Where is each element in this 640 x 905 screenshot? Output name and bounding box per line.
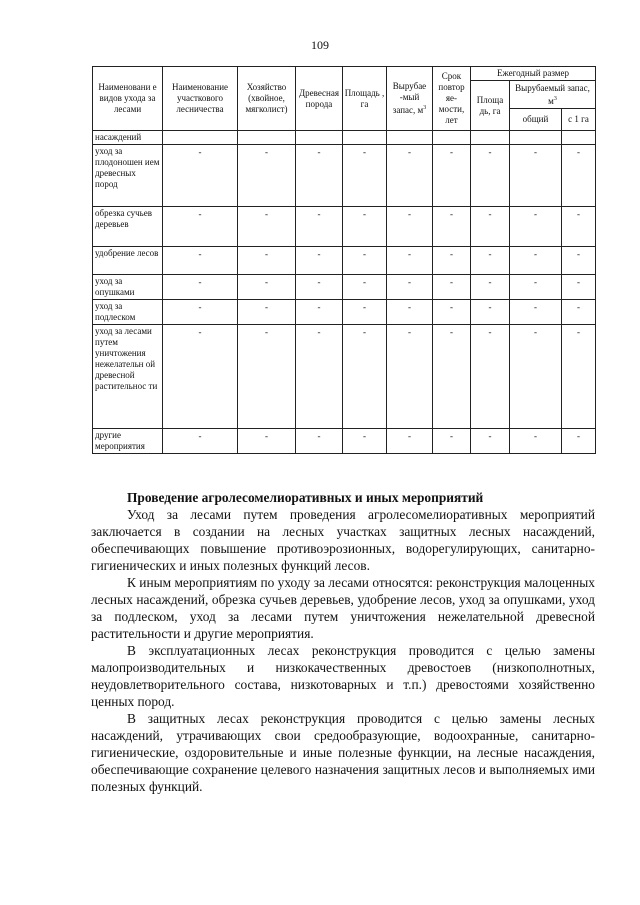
- row-label: уход за подлеском: [93, 300, 163, 325]
- table-cell: -: [433, 300, 471, 325]
- table-cell: -: [238, 300, 296, 325]
- header-annual: Ежегодный размер: [471, 67, 596, 81]
- table-cell: [238, 131, 296, 145]
- table-cell: -: [433, 429, 471, 454]
- row-label: уход за лесами путем уничтожения нежелательн ой древесной растительнос ти: [93, 325, 163, 429]
- table-cell: -: [343, 275, 387, 300]
- row-label: уход за опушками: [93, 275, 163, 300]
- table-row: [93, 207, 596, 247]
- table-cell: -: [296, 207, 343, 247]
- table-cell: -: [343, 300, 387, 325]
- table-cell: -: [387, 325, 433, 429]
- table-cell: -: [163, 275, 238, 300]
- table-cell: [433, 131, 471, 145]
- table-cell: -: [296, 275, 343, 300]
- table-cell: -: [471, 429, 510, 454]
- table-cell: -: [343, 207, 387, 247]
- table-cell: -: [343, 247, 387, 275]
- section-title: Проведение агролесомелиоративных и иных мероприятий: [127, 490, 484, 505]
- table-cell: -: [238, 207, 296, 247]
- table-cell: -: [562, 207, 596, 247]
- header-period: Срок повтор яе-мости, лет: [433, 67, 471, 131]
- table-cell: -: [296, 429, 343, 454]
- table-cell: -: [163, 325, 238, 429]
- table-cell: -: [562, 145, 596, 207]
- table-cell: [471, 131, 510, 145]
- table-row: [93, 325, 596, 429]
- table-cell: -: [343, 145, 387, 207]
- table-cell: -: [387, 300, 433, 325]
- table-cell: [343, 131, 387, 145]
- header-per-ha: с 1 га: [562, 109, 596, 131]
- table-row: [93, 247, 596, 275]
- table-cell: -: [163, 207, 238, 247]
- table-cell: -: [387, 429, 433, 454]
- table-cell: -: [510, 325, 562, 429]
- table-cell: -: [387, 275, 433, 300]
- header-species: Древесная порода: [296, 67, 343, 131]
- table-cell: -: [163, 247, 238, 275]
- table-cell: [296, 131, 343, 145]
- first-row-label: насаждений: [93, 131, 163, 145]
- text-section: [91, 489, 595, 795]
- table-cell: -: [471, 145, 510, 207]
- table-cell: -: [433, 247, 471, 275]
- table-cell: -: [562, 247, 596, 275]
- table-row: [93, 145, 596, 207]
- table-cell: -: [562, 300, 596, 325]
- table-cell: -: [296, 300, 343, 325]
- header-economy: Хозяйство (хвойное, мягколист): [238, 67, 296, 131]
- table-cell: -: [510, 429, 562, 454]
- table-cell: -: [238, 275, 296, 300]
- table-row: [93, 300, 596, 325]
- table-cell: -: [433, 145, 471, 207]
- table-cell: -: [562, 429, 596, 454]
- forest-care-table: [92, 66, 596, 454]
- header-annual-stock: [510, 81, 596, 109]
- table-cell: -: [163, 429, 238, 454]
- table-cell: -: [562, 275, 596, 300]
- table-cell: [387, 131, 433, 145]
- header-stock: [387, 67, 433, 131]
- table-body: [93, 145, 596, 454]
- row-label: другие мероприятия: [93, 429, 163, 454]
- table-row: [93, 275, 596, 300]
- table-cell: -: [387, 247, 433, 275]
- row-label: обрезка сучьев деревьев: [93, 207, 163, 247]
- paragraph: В эксплуатационных лесах реконструкция проводится с целью замены малопроизводительных и низкокачественных древостоев (низкополнотных, неудовлетворительного состава, низкотоварных и т.п.) древостоями хозяйственно ценных пород.: [91, 643, 595, 709]
- header-total: общий: [510, 109, 562, 131]
- paragraph: Уход за лесами путем проведения агролесомелиоративных мероприятий заключается в создании на лесных участках защитных лесных насаждений, обеспечивающих повышение противоэрозионных, водорегулирующих, санитарно-гигиенических и иных полезных функций лесов.: [91, 507, 595, 573]
- table-row: [93, 429, 596, 454]
- table-cell: -: [343, 325, 387, 429]
- table-cell: -: [471, 247, 510, 275]
- table-cell: -: [433, 207, 471, 247]
- table-cell: -: [163, 145, 238, 207]
- table-cell: [510, 131, 562, 145]
- header-stock-text: Вырубае -мый запас, м: [392, 81, 427, 115]
- table-cell: [163, 131, 238, 145]
- table-cell: -: [471, 300, 510, 325]
- table-cell: -: [510, 275, 562, 300]
- table-cell: -: [433, 325, 471, 429]
- table-cell: -: [510, 145, 562, 207]
- table-cell: -: [510, 207, 562, 247]
- table-cell: -: [296, 145, 343, 207]
- table-cell: -: [471, 207, 510, 247]
- table-cell: -: [163, 300, 238, 325]
- table-cell: -: [238, 325, 296, 429]
- table-cell: -: [238, 145, 296, 207]
- table-cell: -: [296, 325, 343, 429]
- header-kind: Наименовани е видов ухода за лесами: [93, 67, 163, 131]
- table-cell: -: [387, 207, 433, 247]
- table-cell: -: [387, 145, 433, 207]
- header-annual-stock-text: Вырубаемый запас, м: [515, 82, 590, 106]
- page-number: 109: [311, 38, 329, 52]
- table-cell: -: [562, 325, 596, 429]
- paragraph: В защитных лесах реконструкция проводится с целью замены лесных насаждений, утрачивающих свои средообразующие, водоохранные, санитарно-гигиенические, оздоровительные и иные полезные функции, на лесные насаждения, обеспечивающие сохранение целевого назначения защитных лесов и выполняемых ими полезных функций.: [91, 711, 595, 794]
- table-cell: -: [471, 325, 510, 429]
- table-cell: -: [238, 429, 296, 454]
- header-district: Наименование участкового лесничества: [163, 67, 238, 131]
- table-cell: -: [343, 429, 387, 454]
- header-area: Площадь , га: [343, 67, 387, 131]
- table-cell: -: [510, 247, 562, 275]
- table-cell: -: [510, 300, 562, 325]
- table-cell: -: [296, 247, 343, 275]
- paragraph: К иным мероприятиям по уходу за лесами относятся: реконструкция малоценных лесных насаждений, обрезка сучьев деревьев, удобрение лесов, уход за опушками, уход за подлеском, уход за лесами путем уничтожения нежелательной древесной растительности и другие мероприятия.: [91, 575, 595, 641]
- table-cell: -: [433, 275, 471, 300]
- row-label: удобрение лесов: [93, 247, 163, 275]
- table-cell: -: [238, 247, 296, 275]
- header-stock-sup: 3: [423, 105, 427, 111]
- table-cell: [562, 131, 596, 145]
- header-annual-area: Площа дь, га: [471, 81, 510, 131]
- header-annual-stock-sup: 3: [553, 95, 557, 102]
- table-cell: -: [471, 275, 510, 300]
- row-label: уход за плодоношен ием древесных пород: [93, 145, 163, 207]
